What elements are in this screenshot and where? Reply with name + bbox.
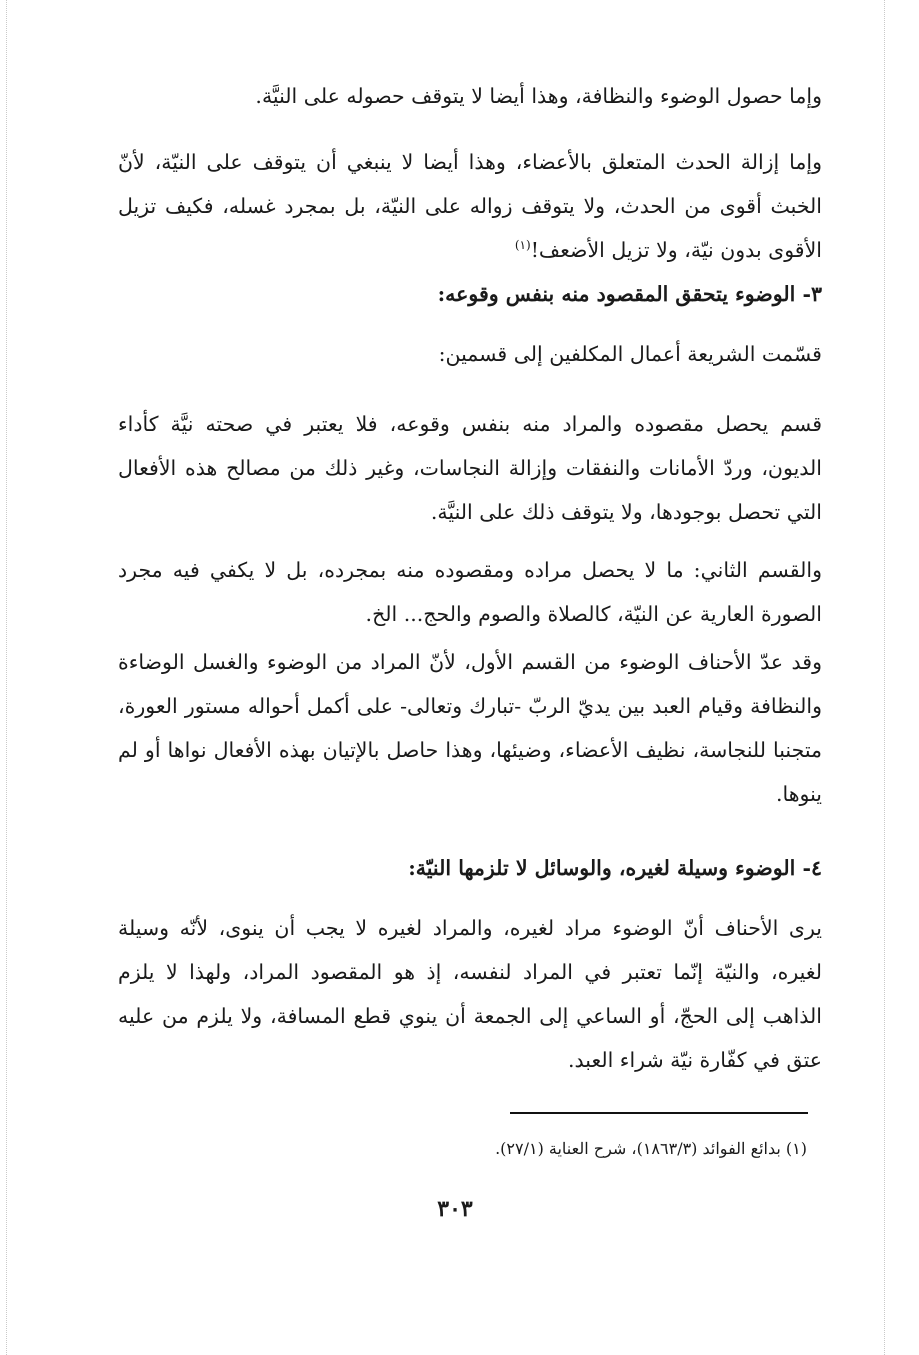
paragraph-with-footnote: [118, 140, 822, 272]
footnote: (١) بدائع الفوائد (١٨٦٣/٣)، شرح العناية (٢٧/١).: [495, 1139, 807, 1158]
scan-edge-left: [6, 0, 8, 1355]
footnote-divider: [510, 1112, 808, 1114]
section-heading: ٣- الوضوء يتحقق المقصود منه بنفس وقوعه:: [437, 282, 822, 306]
scan-edge-right: [884, 0, 886, 1355]
paragraph: يرى الأحناف أنّ الوضوء مراد لغيره، والمراد لغيره لا يجب أن ينوى، لأنّه وسيلة لغيره، والنيّة إنّما تعتبر في المراد لنفسه، إذ هو المقصود المراد، ولهذا لا يلزم الذاهب إلى الحجّ، أو الساعي إلى الجمعة أن ينوي قطع المسافة، ولا يلزم من عليه عتق في كفّارة نيّة شراء العبد.: [118, 916, 822, 1072]
page-number: ٣٠٣: [437, 1196, 473, 1222]
paragraph: قسم يحصل مقصوده والمراد منه بنفس وقوعه، فلا يعتبر في صحته نيَّة كأداء الديون، وردّ الأمانات والنفقات وإزالة النجاسات، وغير ذلك من مصالح هذه الأفعال التي تحصل بوجودها، ولا يتوقف ذلك على النيَّة.: [118, 412, 822, 524]
footnote-reference: (١): [514, 238, 531, 253]
paragraph-text: وإما إزالة الحدث المتعلق بالأعضاء، وهذا أيضا لا ينبغي أن يتوقف على النيّة، لأنّ الخبث أقوى من الحدث، ولا يتوقف زواله على النيّة، بل بمجرد غسله، فكيف تزيل الأقوى بدون نيّة، ولا تزيل الأضعف!: [118, 150, 822, 262]
paragraph: وإما حصول الوضوء والنظافة، وهذا أيضا لا يتوقف حصوله على النيَّة.: [255, 84, 822, 108]
section-heading: ٤- الوضوء وسيلة لغيره، والوسائل لا تلزمها النيّة:: [408, 856, 822, 880]
paragraph: وقد عدّ الأحناف الوضوء من القسم الأول، لأنّ المراد من الوضوء والغسل الوضاءة والنظافة وقيام العبد بين يديّ الربّ -تبارك وتعالى- على أكمل أحواله مستور العورة، متجنبا للنجاسة، نظيف الأعضاء، وضيئها، وهذا حاصل بالإتيان بهذه الأفعال نواها أو لم ينوها.: [118, 650, 822, 806]
paragraph: والقسم الثاني: ما لا يحصل مراده ومقصوده منه بمجرده، بل لا يكفي فيه مجرد الصورة العارية عن النيّة، كالصلاة والصوم والحج... الخ.: [118, 558, 822, 626]
paragraph: قسّمت الشريعة أعمال المكلفين إلى قسمين:: [438, 342, 822, 366]
